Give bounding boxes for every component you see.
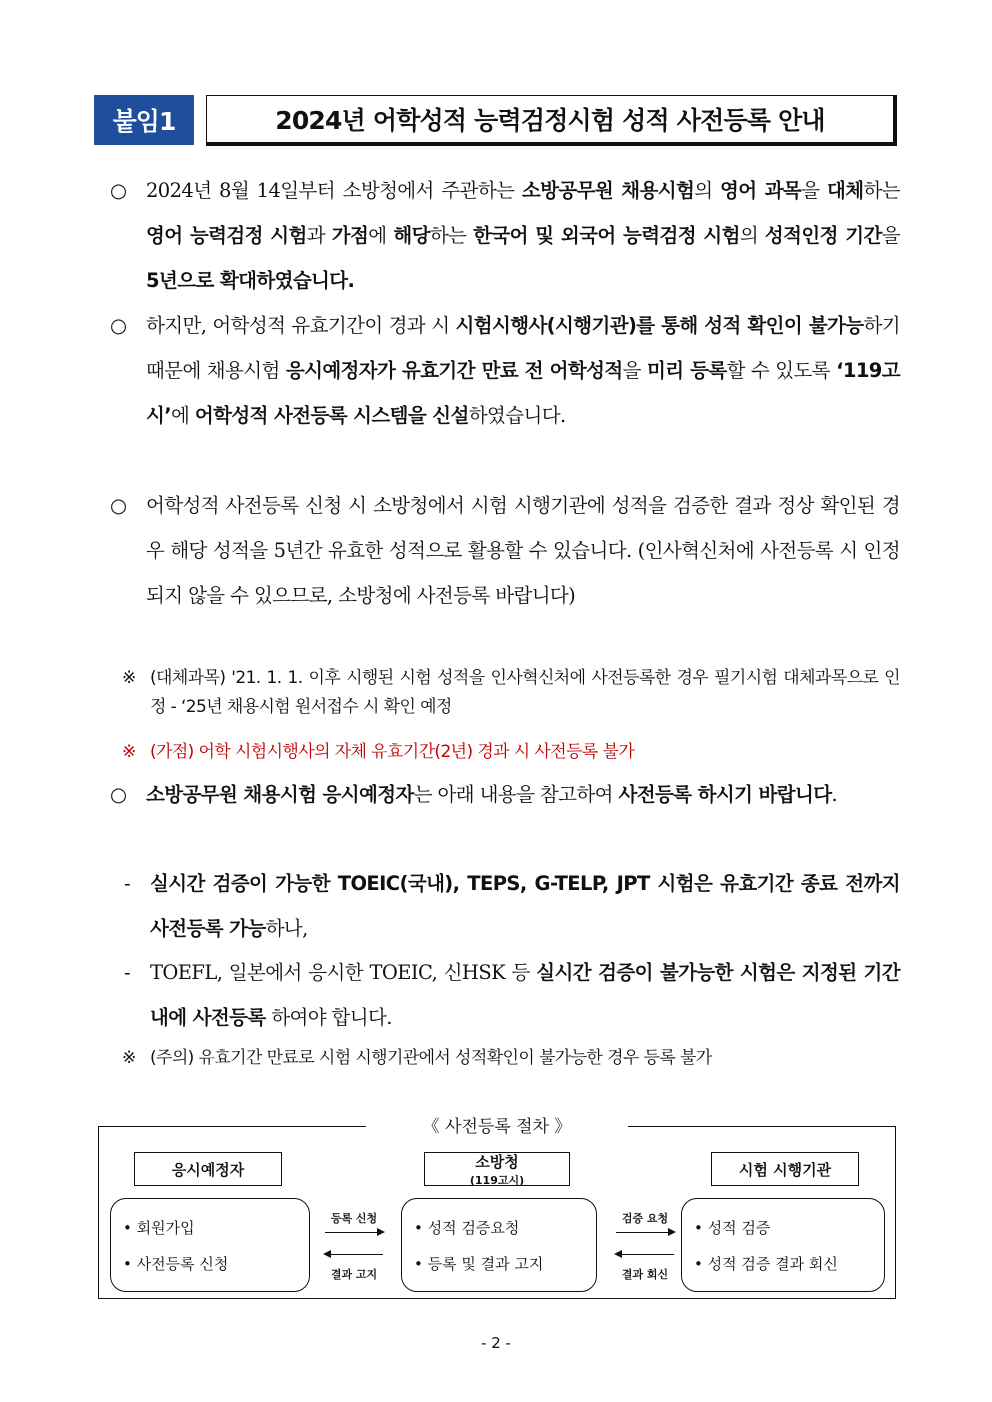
note-mark: ※ <box>122 742 136 762</box>
circle-bullet: ○ <box>110 179 127 202</box>
note-mark: ※ <box>122 668 136 688</box>
list-item: • 회원가입 <box>123 1219 195 1237</box>
dash-bullet: - <box>124 961 130 984</box>
paragraph-1-text: 2024년 8월 14일부터 소방청에서 주관하는 소방공무원 채용시험의 영어 과목을 대체하는 영어 능력검정 시험과 가점에 해당하는 한국어 및 외국어 능력검정 시험의 성적인정 기간을 5년으로 확대하였습니다. <box>146 179 900 292</box>
arrow-label-verify-request: 검증 요청 <box>621 1212 669 1225</box>
label-fire-agency: 소방청 (119고시) <box>424 1152 570 1186</box>
exam-agency-box <box>681 1198 885 1292</box>
arrow-right-icon <box>616 1232 674 1233</box>
circle-bullet: ○ <box>110 314 127 337</box>
page-number: - 2 - <box>481 1334 511 1352</box>
dash-item-non-realtime: - TOEFL, 일본에서 응시한 TOEIC, 신HSK 등 실시간 검증이 불가능한 시험은 지정된 기간 내에 사전등록 하여야 합니다. <box>124 950 900 1040</box>
list-item: • 성적 검증요청 <box>414 1219 520 1237</box>
paragraph-4-text: 소방공무원 채용시험 응시예정자는 아래 내용을 참고하여 사전등록 하시기 바랍니다. <box>146 783 838 806</box>
fire-agency-box <box>401 1198 597 1292</box>
list-item: • 사전등록 신청 <box>123 1255 229 1273</box>
paragraph-1 <box>110 168 900 303</box>
arrow-right-icon <box>325 1232 383 1233</box>
list-item: • 성적 검증 결과 회신 <box>694 1255 838 1273</box>
document-title: 2024년 어학성적 능력검정시험 성적 사전등록 안내 <box>206 95 897 146</box>
label-exam-agency: 시험 시행기관 <box>711 1152 859 1186</box>
note-caution: ※ (주의) 유효기간 만료로 시험 시행기관에서 성적확인이 불가능한 경우 등록 불가 <box>122 1044 900 1073</box>
circle-bullet: ○ <box>110 783 127 806</box>
label-applicant: 응시예정자 <box>134 1152 282 1186</box>
applicant-box <box>110 1198 310 1292</box>
arrow-left-icon <box>325 1254 383 1255</box>
circle-bullet: ○ <box>110 494 127 517</box>
diagram-title: 《 사전등록 절차 》 <box>422 1117 572 1137</box>
arrow-label-result-notice: 결과 고지 <box>330 1268 378 1281</box>
dash-item-realtime: - 실시간 검증이 가능한 TOEIC(국내), TEPS, G-TELP, JPT 시험은 유효기간 종료 전까지 사전등록 가능하나, <box>124 861 900 951</box>
arrow-left-icon <box>616 1254 674 1255</box>
arrow-label-result-reply: 결과 회신 <box>621 1268 669 1281</box>
list-item: • 등록 및 결과 고지 <box>414 1255 544 1273</box>
registration-procedure-diagram <box>98 1126 896 1299</box>
paragraph-4 <box>110 772 900 817</box>
note-substitute-subject: ※ (대체과목) '21. 1. 1. 이후 시행된 시험 성적을 인사혁신처에 사전등록한 경우 필기시험 대체과목으로 인정 - ‘25년 채용시험 원서접수 시 확인 예정 <box>122 664 900 722</box>
dash-bullet: - <box>124 872 130 895</box>
arrow-label-register-request: 등록 신청 <box>330 1212 378 1225</box>
paragraph-3 <box>110 483 900 618</box>
note-mark: ※ <box>122 1048 136 1068</box>
paragraph-3-text: 어학성적 사전등록 신청 시 소방청에서 시험 시행기관에 성적을 검증한 결과 정상 확인된 경우 해당 성적을 5년간 유효한 성적으로 활용할 수 있습니다. (인사혁신처에 사전등록 시 인정되지 않을 수 있으므로, 소방청에 사전등록 바랍니다) <box>146 494 900 607</box>
note-bonus-points: ※ (가점) 어학 시험시행사의 자체 유효기간(2년) 경과 시 사전등록 불가 <box>122 738 900 767</box>
paragraph-2 <box>110 303 900 438</box>
attachment-tag: 붙임1 <box>94 95 194 145</box>
list-item: • 성적 검증 <box>694 1219 771 1237</box>
document-header <box>94 95 896 145</box>
paragraph-2-text: 하지만, 어학성적 유효기간이 경과 시 시험시행사(시행기관)를 통해 성적 확인이 불가능하기 때문에 채용시험 응시예정자가 유효기간 만료 전 어학성적을 미리 등록할 수 있도록 ‘119고시’에 어학성적 사전등록 시스템을 신설하였습니다. <box>146 314 901 427</box>
